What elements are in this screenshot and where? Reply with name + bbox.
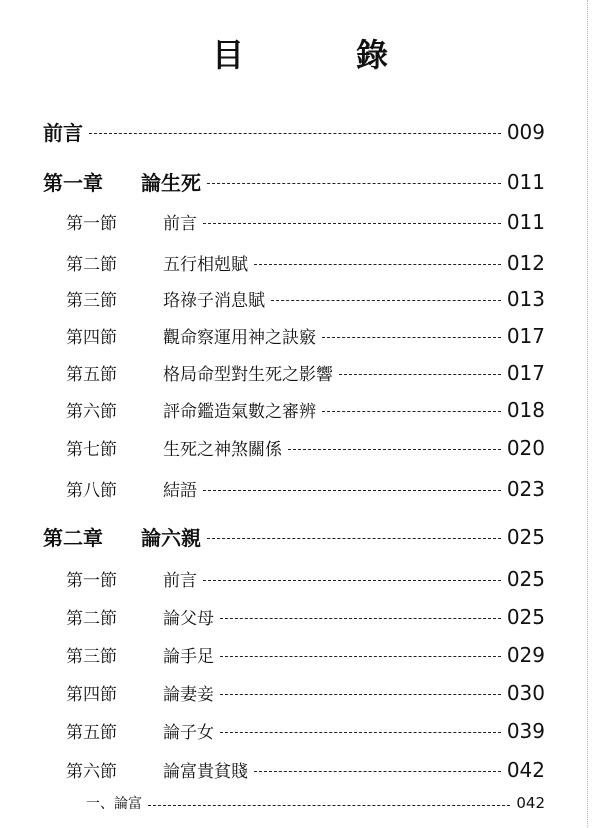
dot-leader xyxy=(322,337,501,338)
section-number: 第六節 xyxy=(66,402,117,422)
entry-page: 025 xyxy=(506,566,545,591)
dot-leader xyxy=(271,300,501,301)
entry-title: 論父母 xyxy=(163,609,214,629)
section-number: 第三節 xyxy=(66,647,117,667)
section-number: 第一節 xyxy=(66,571,117,591)
entry-page: 009 xyxy=(506,119,545,144)
toc-entry-section[interactable] xyxy=(66,323,545,348)
entry-page: 042 xyxy=(506,757,545,782)
entry-page: 018 xyxy=(506,397,545,422)
dot-leader xyxy=(220,732,501,733)
entry-page: 025 xyxy=(506,524,545,549)
entry-page: 020 xyxy=(506,435,545,460)
entry-page: 013 xyxy=(506,286,545,311)
entry-page: 011 xyxy=(506,209,545,234)
entry-title: 評命鑑造氣數之審辨 xyxy=(163,402,316,422)
dot-leader xyxy=(254,771,501,772)
entry-page: 029 xyxy=(506,642,545,667)
entry-page: 012 xyxy=(506,250,545,275)
toc-entry-section[interactable] xyxy=(66,435,545,460)
toc-entry-section[interactable] xyxy=(66,209,545,234)
section-number: 第五節 xyxy=(66,365,117,385)
entry-page: 023 xyxy=(506,476,545,501)
entry-title: 論生死 xyxy=(141,171,201,195)
entry-page: 011 xyxy=(506,169,545,194)
entry-page: 030 xyxy=(506,680,545,705)
entry-title: 結語 xyxy=(163,481,197,501)
section-number: 第二節 xyxy=(66,609,117,629)
entry-title: 觀命察運用神之訣竅 xyxy=(163,328,316,348)
entry-title: 論手足 xyxy=(163,647,214,667)
entry-page: 017 xyxy=(506,360,545,385)
toc-entry-section[interactable] xyxy=(66,360,545,385)
section-number: 第三節 xyxy=(66,291,117,311)
section-number: 第七節 xyxy=(66,440,117,460)
entry-title: 論富貴貧賤 xyxy=(163,762,248,782)
section-number: 第六節 xyxy=(66,762,117,782)
dot-leader xyxy=(220,694,501,695)
toc-entry-section[interactable] xyxy=(66,397,545,422)
chapter-number: 第二章 xyxy=(43,526,103,550)
entry-title: 前言 xyxy=(163,571,197,591)
entry-title: 格局命型對生死之影響 xyxy=(163,365,333,385)
entry-title: 珞祿子消息賦 xyxy=(163,291,265,311)
dot-leader xyxy=(254,264,501,265)
dot-leader xyxy=(89,133,501,134)
dot-leader xyxy=(220,618,501,619)
page-title: 目 錄 xyxy=(211,36,428,74)
dot-leader xyxy=(148,805,510,806)
toc-entry-chapter-2[interactable] xyxy=(43,522,545,551)
dot-leader xyxy=(203,223,501,224)
toc-entry-section[interactable] xyxy=(66,718,545,743)
entry-title: 論子女 xyxy=(163,723,214,743)
entry-title: 前言 xyxy=(43,121,83,145)
toc-entry-section[interactable] xyxy=(66,680,545,705)
dot-leader xyxy=(220,656,501,657)
dot-leader xyxy=(339,374,501,375)
section-number: 第五節 xyxy=(66,723,117,743)
entry-page: 025 xyxy=(506,604,545,629)
toc-entry-section[interactable] xyxy=(66,757,545,782)
dot-leader xyxy=(322,411,501,412)
subsection-number: 一、 xyxy=(86,796,114,812)
section-number: 第一節 xyxy=(66,214,117,234)
dot-leader xyxy=(207,538,501,539)
entry-title: 生死之神煞關係 xyxy=(163,440,282,460)
entry-title: 五行相剋賦 xyxy=(163,255,248,275)
dot-leader xyxy=(288,449,501,450)
toc-entry-section[interactable] xyxy=(66,286,545,311)
toc-entry-section[interactable] xyxy=(66,604,545,629)
entry-title: 論六親 xyxy=(141,526,201,550)
toc-entry-chapter-1[interactable] xyxy=(43,167,545,196)
toc-entry-preface[interactable] xyxy=(43,117,545,146)
entry-title: 論富 xyxy=(114,796,142,812)
entry-page: 017 xyxy=(506,323,545,348)
dot-leader xyxy=(203,580,501,581)
entry-title: 論妻妾 xyxy=(163,685,214,705)
section-number: 第四節 xyxy=(66,328,117,348)
section-number: 第四節 xyxy=(66,685,117,705)
section-number: 第八節 xyxy=(66,481,117,501)
chapter-number: 第一章 xyxy=(43,171,103,195)
toc-entry-section[interactable] xyxy=(66,566,545,591)
dot-leader xyxy=(203,490,501,491)
entry-page: 039 xyxy=(506,718,545,743)
dot-leader xyxy=(207,183,501,184)
toc-entry-section[interactable] xyxy=(66,642,545,667)
entry-title: 前言 xyxy=(163,214,197,234)
scan-edge-line xyxy=(587,0,588,828)
toc-entry-section[interactable] xyxy=(66,476,545,501)
section-number: 第二節 xyxy=(66,255,117,275)
toc-entry-subsection[interactable] xyxy=(86,793,545,813)
toc-entry-section[interactable] xyxy=(66,250,545,275)
entry-page: 042 xyxy=(516,794,545,812)
